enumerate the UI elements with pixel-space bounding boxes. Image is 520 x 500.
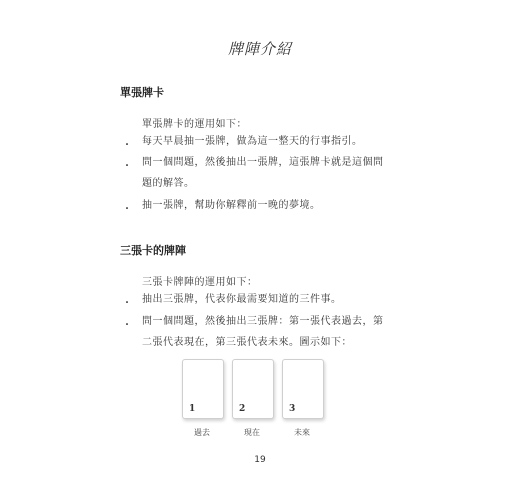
bullet-mark: ・ (122, 320, 132, 331)
page-title: 牌陣介紹 (227, 40, 292, 58)
list-item: 抽出三張牌，代表你最需要知道的三件事。 (142, 294, 342, 305)
card-number: 3 (289, 404, 296, 414)
section-intro: 三張卡牌陣的運用如下： (142, 277, 258, 288)
section-heading-three-card: 三張卡的牌陣 (120, 244, 186, 257)
bullet-mark: ・ (122, 204, 132, 215)
bullet-mark: ・ (122, 161, 132, 172)
section-heading-single-card: 單張牌卡 (120, 86, 164, 99)
list-item: 問一個問題，然後抽出一張牌，這張牌卡就是這個問題的解答。 (142, 157, 384, 189)
bullet-mark: ・ (122, 298, 132, 309)
list-item: 每天早晨抽一張牌，做為這一整天的行事指引。 (142, 136, 363, 147)
section-intro: 單張牌卡的運用如下： (142, 119, 247, 130)
card-label-past: 過去 (194, 428, 210, 437)
list-item: 抽一張牌，幫助你解釋前一晚的夢境。 (142, 200, 321, 211)
card-label-future: 未來 (294, 428, 310, 437)
tarot-card (182, 359, 224, 419)
card-number: 2 (239, 404, 246, 414)
tarot-card (232, 359, 274, 419)
page-number: 19 (254, 455, 266, 465)
list-item: 問一個問題，然後抽出三張牌：第一張代表過去，第二張代表現在，第三張代表未來。圖示如下： (142, 316, 384, 348)
tarot-card (282, 359, 324, 419)
bullet-mark: ・ (122, 140, 132, 151)
card-label-present: 現在 (244, 428, 260, 437)
card-number: 1 (189, 404, 196, 414)
